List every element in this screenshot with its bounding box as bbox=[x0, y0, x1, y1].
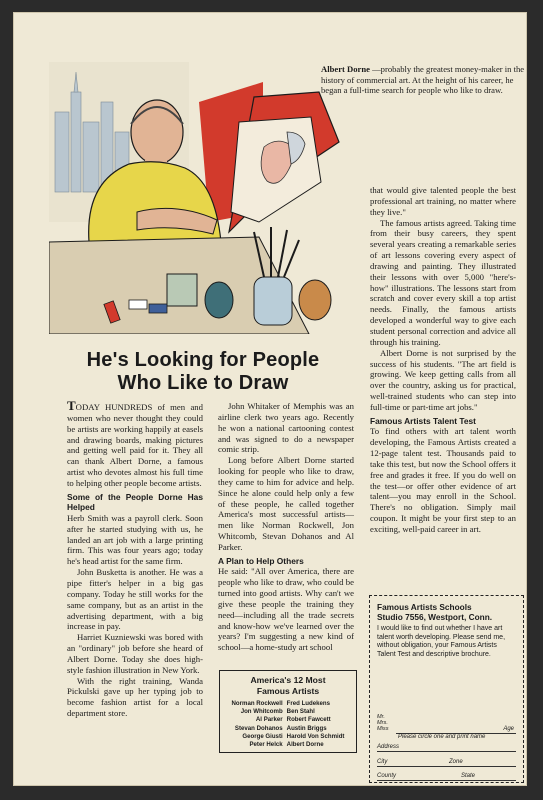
coupon-studio: Studio 7556, Westport, Conn. bbox=[377, 612, 493, 623]
age-label: Age bbox=[503, 726, 514, 732]
paragraph: Herb Smith was a payroll clerk. Soon after he started studying with us, he landed an art job with a large printing firm. This was four years ago; today he's head artist for the same firm. bbox=[67, 512, 203, 567]
drop-cap: T bbox=[67, 398, 76, 413]
paragraph: John Busketta is another. He was a pipe fitter's helper in a big gas company. Today he still works for the same company, but as an artist in the advertising department, with a big increase in pay. bbox=[67, 567, 203, 632]
artist-row bbox=[230, 725, 347, 733]
artist-name: Robert Fawcett bbox=[286, 716, 331, 724]
artist-row bbox=[230, 733, 347, 741]
paragraph: that would give talented people the best professional art training, no matter where they live." bbox=[370, 185, 516, 217]
artist-row bbox=[230, 741, 347, 749]
headline-line-1: He's Looking for People bbox=[86, 349, 320, 371]
address-field[interactable] bbox=[377, 742, 516, 752]
paragraph: With the right training, Wanda Pickulski gave up her typing job to become fashion artist for a local department store. bbox=[67, 675, 203, 719]
ad-headline bbox=[53, 349, 353, 395]
artist-name: Albert Dorne bbox=[286, 741, 324, 749]
article-column-3 bbox=[370, 185, 516, 535]
artist-name: Ben Stahl bbox=[286, 708, 315, 716]
county-state-field[interactable] bbox=[377, 771, 516, 781]
address-label: Address bbox=[377, 744, 400, 750]
caption-text: —probably the greatest money-maker in the history of commercial art. At the height of his career, he began a full-time search for people who like to draw. bbox=[321, 64, 525, 96]
artist-row bbox=[230, 700, 347, 708]
artist-name: Austin Briggs bbox=[286, 724, 327, 732]
state-label: State bbox=[461, 773, 476, 779]
subheading: A Plan to Help Others bbox=[218, 555, 304, 566]
coupon-header bbox=[377, 602, 523, 622]
name-field[interactable] bbox=[396, 724, 516, 740]
paragraph bbox=[67, 398, 203, 489]
subheading: Some of the People Dorne Has Helped bbox=[67, 491, 203, 513]
paragraph-text: of men and women who never thought they could be artists are working happily at easels and drawing boards, making pictures and getting well paid for it. They all can thank Albert Dorne, a famous artist who devotes almost his full time to helping other people become artists. bbox=[67, 402, 203, 488]
albert-dorne-illustration bbox=[49, 62, 349, 334]
coupon-school: Famous Artists Schools bbox=[377, 602, 472, 612]
city-label: City bbox=[377, 759, 388, 765]
paragraph: He said: "All over America, there are people who like to draw, who could be turned into good artists. Why can't we give these people the training they need—including all the trade secrets and know-how we've learned over the years? I'm suggesting a new kind of school—a home-study art school bbox=[218, 566, 354, 653]
artist-name: Peter Helck bbox=[249, 741, 283, 749]
artist-row bbox=[230, 708, 347, 716]
coupon-body: I would like to find out whether I have art talent worth developing. Please send me, without obligation, your Famous Artists Talent Test and descriptive brochure. bbox=[377, 625, 506, 658]
headline-line-2: Who Like to Draw bbox=[117, 372, 289, 394]
paragraph: Harriet Kuzniewski was bored with an "ordinary" job before she heard of Albert Dorne. Today she does high-style fashion illustration in New York. bbox=[67, 632, 203, 675]
artists-title-line-2: Famous Artists bbox=[256, 686, 320, 696]
comic-back-cover-page bbox=[13, 12, 527, 786]
famous-artists-box bbox=[219, 670, 357, 753]
artist-name: Stevan Dohanos bbox=[234, 724, 283, 732]
paragraph: Albert Dorne is not surprised by the success of his students. "The art field is growing. We keep getting calls from all over the country, asking us for practical, well-trained students who can step into full-time or part-time art jobs." bbox=[370, 347, 516, 412]
artist-row bbox=[230, 716, 347, 724]
paragraph: Long before Albert Dorne started looking for people who like to draw, they came to him for advice and help. Since he alone could help only a few of these people, he called together America's most successful artists—men like Norman Rockwell, Jon Whitcomb, Stevan Dohanos and Al Parker. bbox=[218, 455, 354, 552]
paragraph: John Whitaker of Memphis was an airline clerk two years ago. Recently he won a national cartooning contest and was signed to do a newspaper comic strip. bbox=[218, 401, 354, 455]
zone-label: Zone bbox=[449, 759, 463, 765]
salutation-options[interactable]: Mr. Mrs. Miss bbox=[377, 714, 389, 733]
county-label: County bbox=[377, 773, 397, 779]
artist-name: Al Parker bbox=[255, 716, 283, 724]
lead-words: ODAY HUNDREDS bbox=[75, 402, 153, 412]
artist-name: George Giusti bbox=[242, 732, 283, 740]
artist-name: Norman Rockwell bbox=[231, 700, 283, 707]
artist-name: Fred Ludekens bbox=[286, 700, 331, 707]
artist-name: Jon Whitcomb bbox=[240, 708, 283, 716]
article-column-1 bbox=[67, 398, 203, 719]
article-column-2 bbox=[218, 401, 354, 653]
name-hint: Please circle one and print name bbox=[398, 734, 486, 740]
artists-box-title bbox=[220, 675, 356, 697]
artists-list bbox=[230, 700, 347, 749]
artist-name: Harold Von Schmidt bbox=[286, 732, 345, 740]
city-zone-field[interactable] bbox=[377, 757, 516, 767]
paragraph: The famous artists agreed. Taking time from their busy careers, they spent several years creating a remarkable series of art lessons covering every aspect of drawing and painting. They illustrated their lessons with over 5,000 "here's-how" illustrations. The lessons start from scratch and cover every skill a top artist needs. Finally, the famous artists developed a wonderful way to give each student personal correction and advice all through his training. bbox=[370, 217, 516, 347]
paragraph: To find others with art talent worth developing, the Famous Artists created a 12-page talent test. Thousands paid to take this test, but now the School offers it free and grades it free. If you do well on the test—or offer other evidence of art talent—you may enroll in the School. There's no obligation. Simply mail coupon. It might be your first step to an exciting, well-paid career in art. bbox=[370, 426, 516, 534]
photo-caption bbox=[321, 64, 536, 96]
mail-in-coupon[interactable] bbox=[369, 595, 524, 783]
artists-title-line-1: America's 12 Most bbox=[250, 675, 326, 685]
subheading: Famous Artists Talent Test bbox=[370, 415, 476, 426]
caption-name: Albert Dorne bbox=[321, 64, 370, 74]
